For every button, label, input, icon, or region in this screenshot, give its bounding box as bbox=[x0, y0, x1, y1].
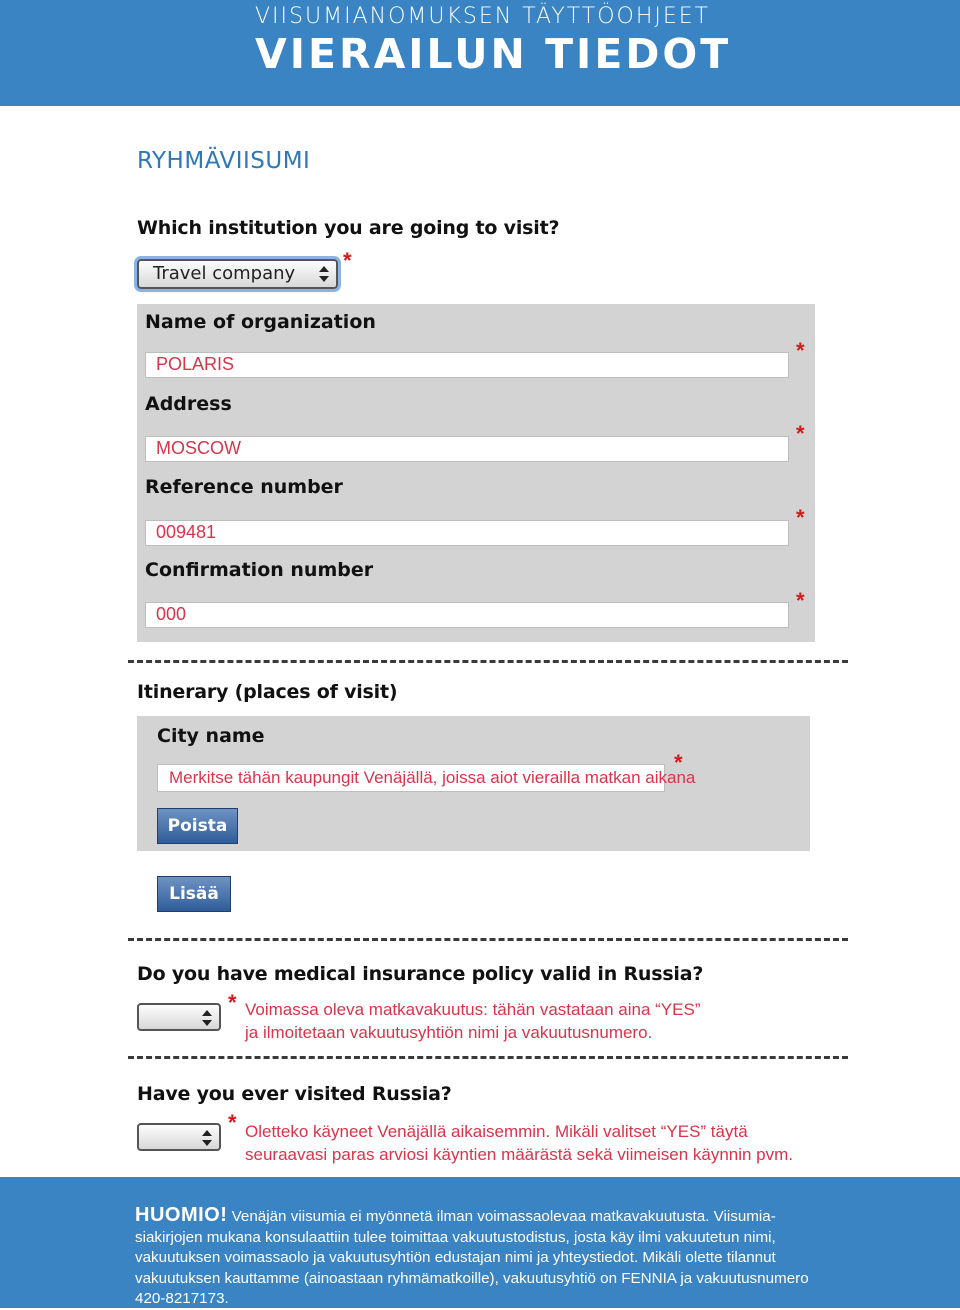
reference-number-value: 009481 bbox=[156, 522, 217, 542]
field-label-organization: Name of organization bbox=[145, 311, 376, 333]
divider bbox=[128, 660, 848, 663]
remove-button[interactable]: Poista bbox=[157, 808, 238, 844]
visited-select[interactable] bbox=[137, 1123, 221, 1151]
city-name-hint: Merkitse tähän kaupungit Venäjällä, joissa aiot vierailla matkan aikana bbox=[169, 768, 696, 787]
visited-note-line1: Oletteko käyneet Venäjällä aikaisemmin. Mikäli valitset “YES” täytä bbox=[245, 1122, 748, 1141]
confirmation-number-input[interactable] bbox=[145, 602, 789, 628]
organization-name-value: POLARIS bbox=[156, 354, 235, 374]
required-star: * bbox=[796, 588, 805, 613]
select-arrows-icon bbox=[318, 264, 330, 284]
required-star: * bbox=[796, 338, 805, 363]
required-star: * bbox=[228, 1110, 237, 1135]
institution-select[interactable] bbox=[137, 259, 338, 289]
insurance-note-line2: ja ilmoitetaan vakuutusyhtiön nimi ja vakuutusnumero. bbox=[245, 1023, 653, 1042]
footer-note bbox=[135, 1205, 825, 1310]
confirmation-number-value: 000 bbox=[156, 604, 187, 624]
divider bbox=[128, 1056, 848, 1059]
insurance-select[interactable] bbox=[137, 1003, 221, 1031]
section-title: RYHMÄVIISUMI bbox=[137, 148, 311, 174]
visited-question: Have you ever visited Russia? bbox=[137, 1083, 452, 1105]
required-star: * bbox=[796, 421, 805, 446]
field-label-confirmation: Confirmation number bbox=[145, 559, 374, 581]
itinerary-title: Itinerary (places of visit) bbox=[137, 681, 398, 703]
field-label-reference: Reference number bbox=[145, 476, 343, 498]
huomio-label: HUOMIO! bbox=[135, 1204, 228, 1226]
add-button[interactable]: Lisää bbox=[157, 876, 231, 912]
footer-text: Venäjän viisumia ei myönnetä ilman voimassaolevaa matkavakuutusta. Viisumiasiakirjojen mukana konsulaattiin tulee toimittaa vakuutustodistus, josta käy ilmi vakuutetun nimi, vakuutuksen voimassaolo ja vakuutusyhtiön edustajan nimi ja yhteystiedot. Mikäli olette tilannut vakuutuksen kauttamme (ainoastaan ryhmämatkoille), vakuutusyhtiö on FENNIA ja vakuutusnumero 420-8217173. bbox=[135, 1208, 809, 1307]
header-title: VIERAILUN TIEDOT bbox=[255, 30, 732, 78]
required-star: * bbox=[228, 990, 237, 1015]
visited-note-line2: seuraavasi paras arviosi käyntien määrästä sekä viimeisen käynnin pvm. bbox=[245, 1145, 794, 1164]
select-arrows-icon bbox=[201, 1008, 213, 1028]
divider bbox=[128, 938, 848, 941]
insurance-question: Do you have medical insurance policy valid in Russia? bbox=[137, 963, 704, 985]
select-arrows-icon bbox=[201, 1128, 213, 1148]
field-label-address: Address bbox=[145, 393, 232, 415]
address-value: MOSCOW bbox=[156, 438, 241, 458]
required-star: * bbox=[674, 750, 683, 775]
organization-name-input[interactable] bbox=[145, 352, 789, 378]
insurance-note-line1: Voimassa oleva matkavakuutus: tähän vastataan aina “YES” bbox=[245, 1000, 701, 1019]
address-input[interactable] bbox=[145, 436, 789, 462]
required-star: * bbox=[343, 248, 352, 273]
institution-select-value: Travel company bbox=[153, 263, 296, 284]
reference-number-input[interactable] bbox=[145, 520, 789, 546]
institution-question: Which institution you are going to visit? bbox=[137, 217, 560, 239]
required-star: * bbox=[796, 505, 805, 530]
field-label-city: City name bbox=[157, 725, 265, 747]
header-subtitle: VIISUMIANOMUKSEN TÄYTTÖOHJEET bbox=[255, 4, 711, 29]
